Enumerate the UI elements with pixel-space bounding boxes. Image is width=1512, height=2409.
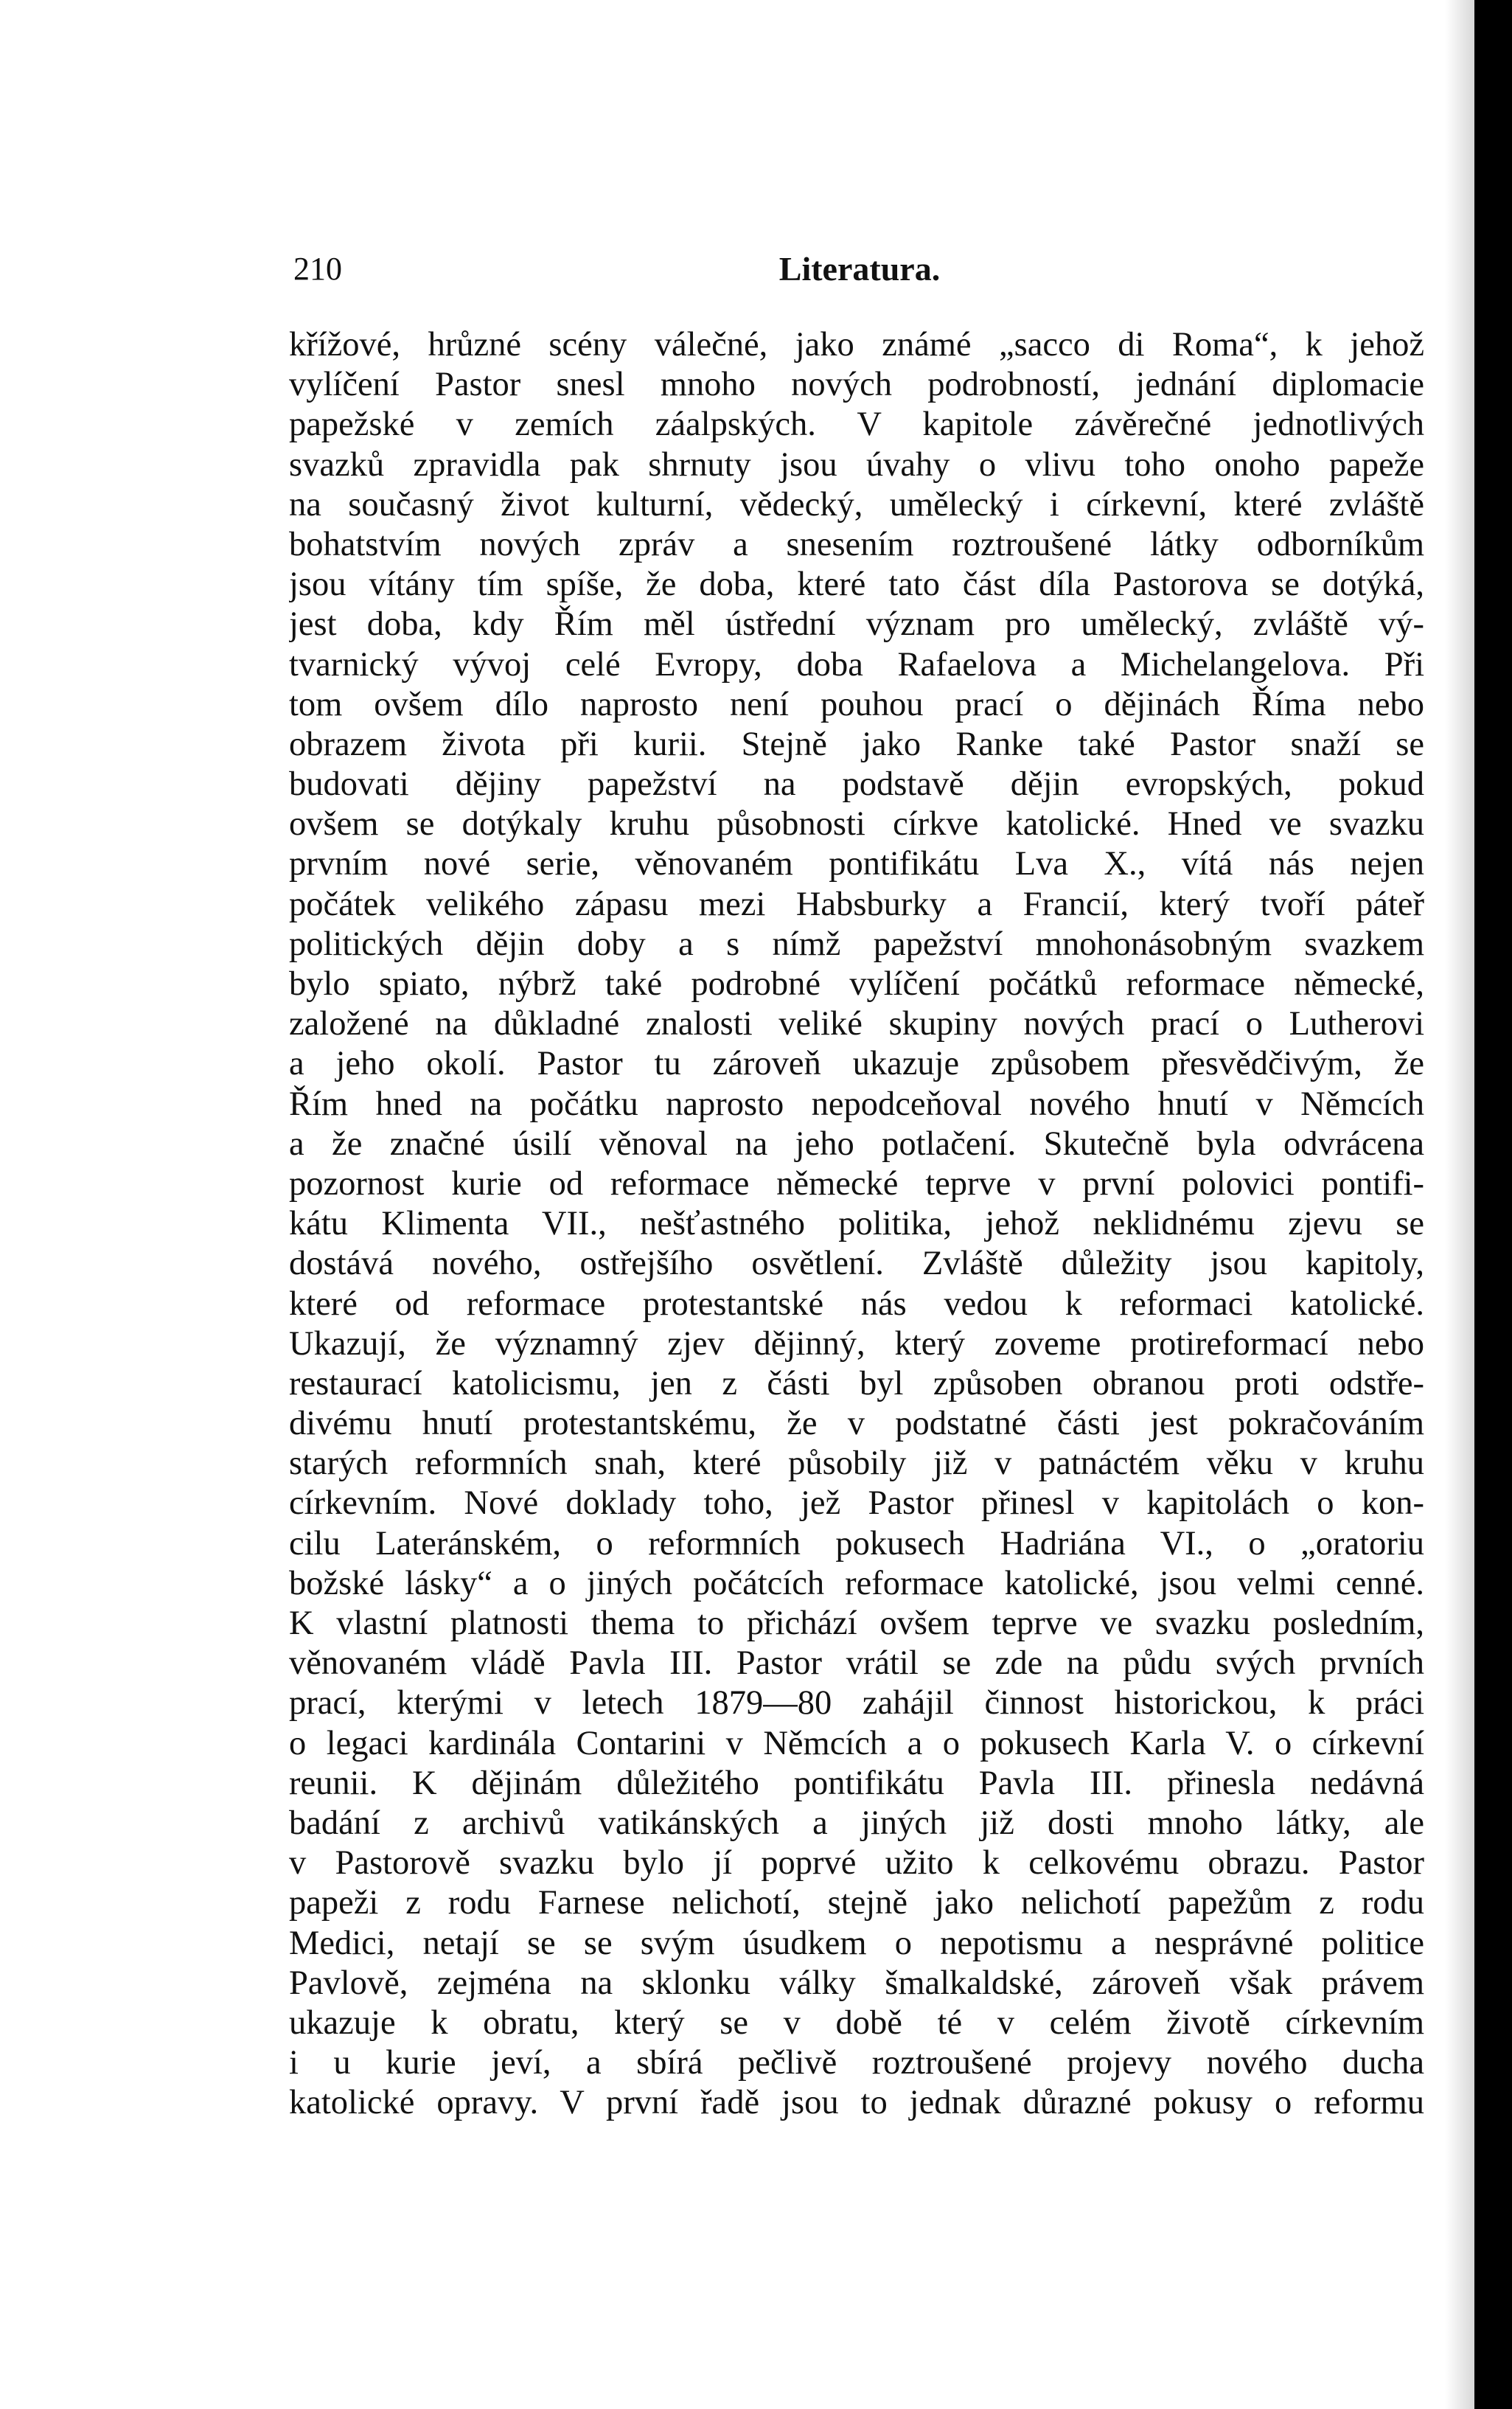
text-line: restaurací katolicismu, jen z části byl způsoben obranou proti odstře- [289,1364,1424,1402]
text-line: počátek velikého zápasu mezi Habsburky a Francií, který tvoří páteř [289,885,1424,923]
text-line: Řím hned na počátku naprosto nepodceňoval nového hnutí v Němcích [289,1085,1424,1123]
text-line: dostává nového, ostřejšího osvětlení. Zvláště důležity jsou kapitoly, [289,1245,1424,1283]
text-line: pozornost kurie od reformace německé teprve v první polovici pontifi- [289,1164,1424,1203]
text-line: budovati dějiny papežství na podstavě dějin evropských, pokud [289,765,1424,804]
text-line: katolické opravy. V první řadě jsou to jednak důrazné pokusy o reformu [289,2084,1424,2122]
text-line: badání z archivů vatikánských a jiných již dosti mnoho látky, ale [289,1804,1424,1842]
body-text [289,325,1424,2123]
text-line: ukazuje k obratu, který se v době té v celém životě církevním [289,2003,1424,2042]
text-line: Medici, netají se se svým úsudkem o nepotismu a nesprávné politice [289,1924,1424,1962]
text-line: i u kurie jeví, a sbírá pečlivě roztroušené projevy nového ducha [289,2044,1424,2082]
text-line: založené na důkladné znalosti veliké skupiny nových prací o Lutherovi [289,1005,1424,1043]
text-line: v Pastorově svazku bylo jí poprvé užito k celkovému obrazu. Pastor [289,1844,1424,1883]
text-line: Ukazují, že významný zjev dějinný, který zoveme protireformací nebo [289,1324,1424,1363]
text-line: prvním nové serie, věnovaném pontifikátu Lva X., vítá nás nejen [289,845,1424,883]
text-line: cilu Lateránském, o reformních pokusech Hadriána VI., o „oratoriu [289,1524,1424,1562]
page-edge-shadow [1445,0,1474,2409]
text-line: a jeho okolí. Pastor tu zároveň ukazuje způsobem přesvědčivým, že [289,1045,1424,1083]
text-line: tom ovšem dílo naprosto není pouhou prací o dějinách Říma nebo [289,685,1424,723]
text-line: papeži z rodu Farnese nelichotí, stejně jako nelichotí papežům z rodu [289,1884,1424,1922]
text-line: bylo spiato, nýbrž také podrobné vylíčení počátků reformace německé, [289,965,1424,1003]
text-line: tvarnický vývoj celé Evropy, doba Rafaelova a Michelangelova. Při [289,645,1424,684]
text-line: církevním. Nové doklady toho, jež Pastor přinesl v kapitolách o kon- [289,1484,1424,1523]
text-line: prací, kterými v letech 1879—80 zahájil činnost historickou, k práci [289,1684,1424,1723]
text-line: božské lásky“ a o jiných počátcích reformace katolické, jsou velmi cenné. [289,1564,1424,1602]
text-line: a že značné úsilí věnoval na jeho potlačení. Skutečně byla odvrácena [289,1124,1424,1163]
text-line: starých reformních snah, které působily již v patnáctém věku v kruhu [289,1445,1424,1483]
text-line: Pavlově, zejména na sklonku války šmalkaldské, zároveň však právem [289,1964,1424,2002]
text-line: politických dějin doby a s nímž papežství mnohonásobným svazkem [289,925,1424,963]
text-line: jest doba, kdy Řím měl ústřední význam pro umělecký, zvláště vý- [289,605,1424,644]
text-line: vylíčení Pastor snesl mnoho nových podrobností, jednání diplomacie [289,366,1424,404]
text-line: bohatstvím nových zpráv a snesením roztroušené látky odborníkům [289,525,1424,563]
text-line: jsou vítány tím spíše, že doba, které tato část díla Pastorova se dotýká, [289,566,1424,604]
text-line: obrazem života při kurii. Stejně jako Ranke také Pastor snaží se [289,725,1424,763]
text-line: svazků zpravidla pak shrnuty jsou úvahy o vlivu toho onoho papeže [289,445,1424,484]
text-line: křížové, hrůzné scény válečné, jako známé „sacco di Roma“, k jehož [289,326,1424,364]
text-line: papežské v zemích záalpských. V kapitole závěrečné jednotlivých [289,406,1424,444]
text-line: na současný život kulturní, vědecký, umělecký i církevní, které zvláště [289,485,1424,524]
text-line: K vlastní platnosti thema to přichází ovšem teprve ve svazku posledním, [289,1605,1424,1642]
text-line: o legaci kardinála Contarini v Němcích a o pokusech Karla V. o církevní [289,1724,1424,1762]
text-line: divému hnutí protestantskému, že v podstatné části jest pokračováním [289,1405,1424,1443]
page-header [293,247,1426,291]
text-line: ovšem se dotýkaly kruhu působnosti církve katolické. Hned ve svazku [289,805,1424,844]
page-number: 210 [293,251,342,287]
text-line: reunii. K dějinám důležitého pontifikátu Pavla III. přinesla nedávná [289,1764,1424,1802]
running-title: Literatura. [778,250,941,288]
text-line: kátu Klimenta VII., nešťastného politika, jehož neklidnému zjevu se [289,1205,1424,1243]
text-line: věnovaném vládě Pavla III. Pastor vrátil se zde na půdu svých prvních [289,1644,1424,1683]
text-line: které od reformace protestantské nás vedou k reformaci katolické. [289,1285,1424,1323]
